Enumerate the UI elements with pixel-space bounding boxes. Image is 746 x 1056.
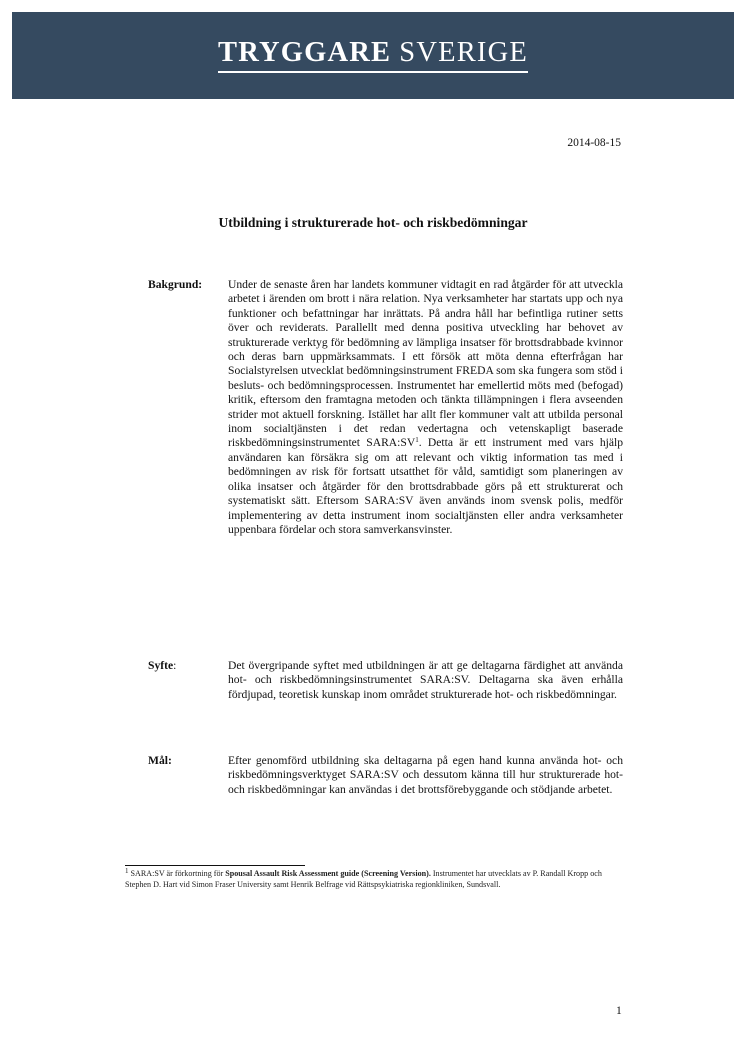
section-body — [228, 278, 623, 537]
section-label: Bakgrund: — [148, 278, 203, 291]
footnote — [125, 869, 625, 890]
footnote-reference[interactable]: 1 — [415, 436, 419, 445]
section-label — [148, 659, 176, 673]
footnote-number: 1 — [125, 867, 129, 875]
section-body: Det övergripande syftet med utbildningen är att ge deltagarna färdighet att använda hot- och riskbedömningsinstrumentet SARA:SV. Deltagarna ska även erhålla fördjupad, teoretisk kunskap inom området strukturerade hot- och riskbedömningar. — [228, 659, 623, 701]
section-label-colon: : — [173, 659, 177, 672]
body-text-part-1: Under de senaste åren har landets kommuner vidtagit en rad åtgärder för att utveckla arbetet i ärenden om brott i nära relation. Nya verksamheter har startats upp och nya funktioner och befattningar har inrättats. På andra håll har befintliga rutiner setts över och reviderats. Parallellt med denna positiva utveckling har behovet av strukturerade verktyg för bedömning av lämpliga insatser för brottsdrabbade kvinnor och deras barn uppmärksammats. I ett försök att möta denna efterfrågan har Socialstyrelsen utvecklat bedömningsinstrument FREDA som ska fungera som stöd i besluts- och bedömningsprocessen. Instrumentet har emellertid möts med (befogad) kritik, eftersom den framtagna metoden och tänkta tillämpningen i flera avseenden strider mot aktuell forskning. Istället har allt fler kommuner valt att utbilda personal inom socialtjänsten i det redan vedertagna och vetenskapligt baserade riskbedömningsinstrumentet SARA:SV — [228, 278, 623, 450]
section-body: Efter genomförd utbildning ska deltagarna på egen hand kunna använda hot- och riskbedömningsverktyget SARA:SV och dessutom känna till hur strukturerade hot- och riskbedömningar kan användas i det brottsförebyggande och stödjande arbetet. — [228, 754, 623, 796]
footnote-text-post: Instrumentet har utvecklats av P. Randall Kropp och Stephen D. Hart vid Simon Fraser University samt Henrik Belfrage vid Rättspsykiatriska regionkliniken, Sundsvall. — [125, 869, 602, 889]
page-number: 1 — [616, 1004, 622, 1017]
logo-word-1: TRYGGARE — [217, 36, 392, 68]
document-title: Utbildning i strukturerade hot- och riskbedömningar — [218, 215, 528, 230]
body-text-part-2: . Detta är ett instrument med vars hjälp användaren kan försäkra sig om att relevant och viktig information tas med i bedömningen av risk för fortsatt utsatthet för våld, samtidigt som planeringen av olika insatser och åtgärder för den brottsdrabbade görs på ett strukturerat och systematiskt sätt. Eftersom SARA:SV även används inom svensk polis, medför implementering av detta instrument inom socialtjänsten eller andra verksamheter uppenbara fördelar och stora samverkansvinster. — [228, 436, 623, 536]
footnote-separator — [125, 865, 305, 866]
footnote-text-pre: SARA:SV är förkortning för — [130, 869, 226, 878]
section-label: Mål: — [148, 754, 172, 767]
logo — [218, 37, 528, 69]
header-banner — [12, 12, 734, 99]
footnote-text-bold: Spousal Assault Risk Assessment guide (Screening Version). — [225, 869, 431, 878]
section-label-text: Syfte — [148, 659, 174, 672]
document-date: 2014-08-15 — [567, 137, 621, 149]
logo-word-2: SVERIGE — [399, 36, 528, 68]
logo-underline — [218, 71, 528, 73]
